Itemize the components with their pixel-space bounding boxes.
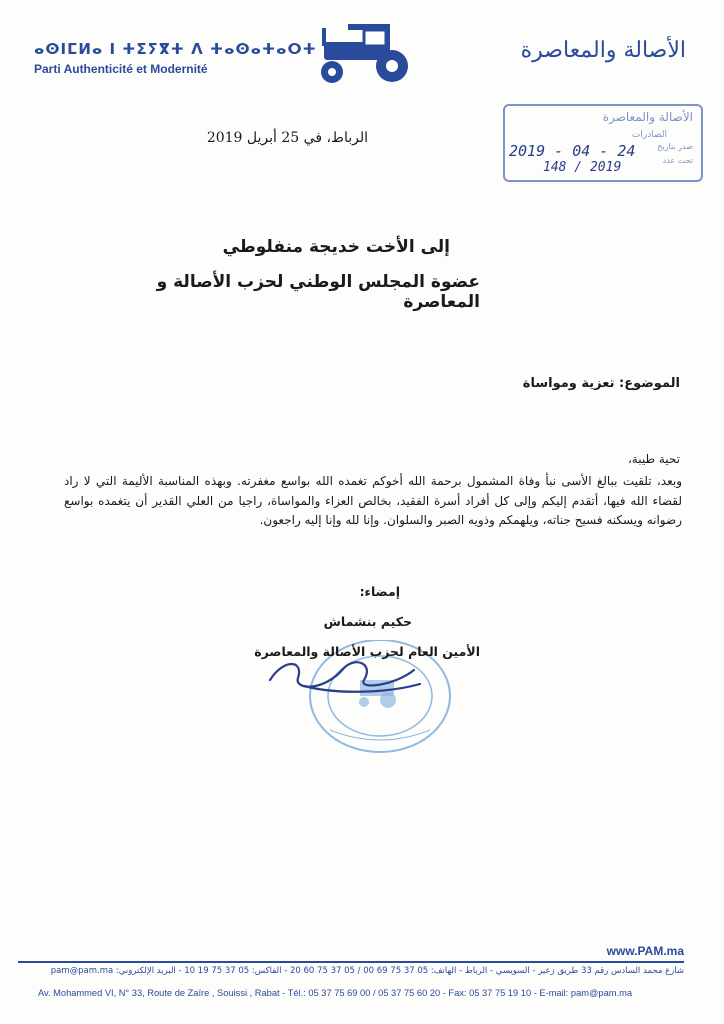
signatory-name: حكيم بنشماش — [323, 614, 412, 629]
party-name-french: Parti Authenticité et Modernité — [34, 62, 208, 76]
party-name-arabic: الأصالة والمعاصرة — [520, 38, 686, 63]
signature-label: إمضاء: — [359, 584, 400, 599]
footer-divider — [18, 961, 684, 963]
footer-website[interactable]: www.PAM.ma — [606, 944, 684, 958]
registry-stamp — [503, 104, 703, 182]
party-name-tifinagh: ⴰⵙⵏⵎⵍⴰ ⵏ ⵜⵉⵢⴳⵜ ⴷ ⵜⴰⵙⴰⵜⴰⵔⵜ — [34, 40, 317, 58]
stamp-subtitle: الصادرات — [631, 130, 667, 140]
recipient-name: إلى الأخت خديجة منفلوطي — [222, 237, 450, 257]
footer-address-arabic: شارع محمد السادس رقم 33 طريق زعير - السويسي - الرباط - الهاتف: 05 37 75 69 00 / 05 37 75 60 20 - الفاكس: 05 37 75 19 10 - البريد الإلكتروني: pam@pam.ma — [50, 966, 684, 976]
letter-greeting: تحية طيبة، — [627, 452, 680, 466]
stamp-number-label: تحت عدد — [662, 156, 693, 165]
signatory-title: الأمين العام لحزب الأصالة والمعاصرة — [254, 644, 480, 659]
place-date: الرباط، في 25 أبريل 2019 — [206, 130, 368, 146]
footer-address-french: Av. Mohammed VI, N° 33, Route de Zaïre , Souissi , Rabat - Tél.: 05 37 75 69 00 / 05 37 75 60 20 - Fax: 05 37 75 19 10 - E-mail: pam@pam.ma — [38, 988, 633, 998]
stamp-date-label: صدر بتاريخ — [657, 142, 693, 151]
stamp-number: 148 / 2019 — [543, 160, 622, 175]
stamp-title: الأصالة والمعاصرة — [602, 110, 693, 124]
letter-subject: الموضوع: تعزية ومواساة — [522, 376, 680, 391]
tractor-icon — [308, 18, 418, 88]
handwritten-signature — [264, 650, 424, 698]
stamp-date: 2019 - 04 - 24 — [509, 142, 636, 160]
recipient-role: عضوة المجلس الوطني لحزب الأصالة و المعاصرة — [156, 272, 480, 312]
letter-body: وبعد، تلقيت ببالغ الأسى نبأ وفاة المشمول برحمة الله أخوكم تغمده الله بواسع مغفرته. وبهذه المناسبة الأليمة التي لا راد لقضاء الله فيها، أتقدم إليكم وإلى كل أفراد أسرة الفقيد، بخالص العزاء والمواساة، راجيا من العلي القدير أن يتغمده بواسع رضوانه ويسكنه فسيح جناته، ويلهمكم وذويه الصبر والسلوان. وإنا لله وإنا إليه راجعون. — [64, 474, 682, 527]
